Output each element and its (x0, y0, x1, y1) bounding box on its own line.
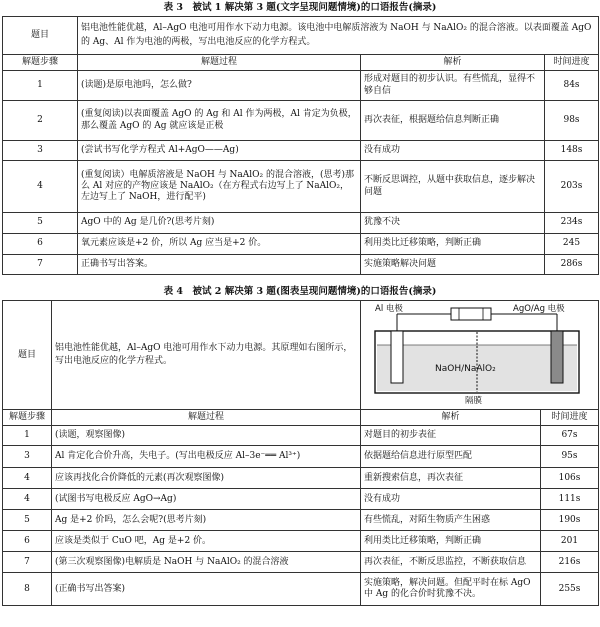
process-cell: (重复阅读)以表面覆盖 AgO 的 Ag 和 Al 作为两极，Al 肯定为负极，那么覆盖 AgO 的 Ag 就应该是正极 (78, 101, 361, 141)
step-cell: 6 (3, 234, 78, 255)
process-cell: 氧元素应该是+2 价，所以 Ag 应当是+2 价。 (78, 234, 361, 255)
label-membrane: 隔膜 (465, 396, 483, 405)
table-row (3, 213, 599, 234)
table4-header-time: 时间进度 (541, 410, 599, 426)
battery-diagram-cell (361, 301, 599, 410)
time-cell: 234s (545, 213, 599, 234)
analysis-cell: 没有成功 (361, 141, 545, 161)
time-cell: 203s (545, 161, 599, 213)
time-cell: 111s (541, 489, 599, 510)
time-cell: 216s (541, 552, 599, 573)
time-cell: 245 (545, 234, 599, 255)
analysis-cell: 对题目的初步表征 (361, 426, 541, 446)
step-cell: 7 (3, 255, 78, 275)
analysis-cell: 形成对题目的初步认识。有些慌乱，显得不够自信 (361, 71, 545, 101)
table-row (3, 573, 599, 606)
analysis-cell: 再次表征，不断反思监控，不断获取信息 (361, 552, 541, 573)
table3-header-step: 解题步骤 (3, 55, 78, 71)
time-cell: 84s (545, 71, 599, 101)
table4-header-process: 解题过程 (52, 410, 361, 426)
table-row (3, 71, 599, 101)
time-cell: 148s (545, 141, 599, 161)
time-cell: 95s (541, 446, 599, 468)
step-cell: 1 (3, 426, 52, 446)
analysis-cell: 依据题给信息进行原型匹配 (361, 446, 541, 468)
table3-topic-label: 题目 (3, 17, 78, 55)
analysis-cell: 实施策略解决问题 (361, 255, 545, 275)
time-cell: 106s (541, 468, 599, 489)
table4-topic-text: 铝电池性能优越，Al–AgO 电池可用作水下动力电源。其原理如右图所示，写出电池反应的化学方程式。 (52, 301, 361, 410)
step-cell: 6 (3, 531, 52, 552)
analysis-cell: 实施策略，解决问题。但配平时在标 AgO 中 Ag 的化合价时犹豫不决。 (361, 573, 541, 606)
table-row (3, 510, 599, 531)
process-cell: (正确书写出答案) (52, 573, 361, 606)
time-cell: 255s (541, 573, 599, 606)
table4-header-row (3, 410, 599, 426)
process-cell: (读题)是原电池吗，怎么做? (78, 71, 361, 101)
table4-topic-row (3, 301, 599, 410)
step-cell: 1 (3, 71, 78, 101)
table4 (2, 300, 599, 606)
al-electrode (391, 331, 403, 383)
process-cell: 应该是类似于 CuO 吧，Ag 是+2 价。 (52, 531, 361, 552)
process-cell: (重复阅读）电解质溶液是 NaOH 与 NaAlO₂ 的混合溶液，(思考)那么 Al 对应的产物应该是 NaAlO₂（在方程式右边写上了 NaAlO₂，左边写上了 NaOH，进行配平) (78, 161, 361, 213)
time-cell: 98s (545, 101, 599, 141)
table-row (3, 141, 599, 161)
table4-caption: 表 4 被试 2 解决第 3 题(图表呈现问题情境)的口语报告(摘录) (163, 286, 437, 297)
label-al-electrode: Al 电极 (375, 304, 403, 314)
process-cell: (读题，观察图像) (52, 426, 361, 446)
process-cell: AgO 中的 Ag 是几价?(思考片刻) (78, 213, 361, 234)
table-row (3, 426, 599, 446)
process-cell: (第三次观察图像)电解质是 NaOH 与 NaAlO₂ 的混合溶液 (52, 552, 361, 573)
step-cell: 4 (3, 489, 52, 510)
table4-header-step: 解题步骤 (3, 410, 52, 426)
step-cell: 4 (3, 161, 78, 213)
table3-caption: 表 3 被试 1 解决第 3 题(文字呈现问题情境)的口语报告(摘录) (163, 2, 437, 13)
table4-topic-label: 题目 (3, 301, 52, 410)
table-row (3, 552, 599, 573)
table3-header-analysis: 解析 (361, 55, 545, 71)
process-cell: 正确书写出答案。 (78, 255, 361, 275)
table-row (3, 531, 599, 552)
battery-diagram (361, 301, 595, 405)
analysis-cell: 利用类比迁移策略，判断正确 (361, 531, 541, 552)
time-cell: 201 (541, 531, 599, 552)
table3-topic-row (3, 17, 599, 55)
ago-ag-electrode (551, 331, 563, 383)
table3 (2, 16, 599, 275)
process-cell: 应该再找化合价降低的元素(再次观察图像) (52, 468, 361, 489)
table-row (3, 255, 599, 275)
time-cell: 67s (541, 426, 599, 446)
analysis-cell: 重新搜索信息，再次表征 (361, 468, 541, 489)
analysis-cell: 犹豫不决 (361, 213, 545, 234)
analysis-cell: 不断反思调控，从题中获取信息，逐步解决问题 (361, 161, 545, 213)
step-cell: 3 (3, 141, 78, 161)
table3-topic-text: 铝电池性能优越，Al–AgO 电池可用作水下动力电源。该电池中电解质溶液为 NaOH 与 NaAlO₂ 的混合溶液。以表面覆盖 AgO 的 Ag、Al 作为电池的两极，写出电池反应的化学方程式。 (78, 17, 599, 55)
table-row (3, 489, 599, 510)
step-cell: 7 (3, 552, 52, 573)
time-cell: 286s (545, 255, 599, 275)
process-cell: (尝试书写化学方程式 Al+AgO——Ag) (78, 141, 361, 161)
step-cell: 8 (3, 573, 52, 606)
label-ago-electrode: AgO/Ag 电极 (513, 304, 565, 314)
table-row (3, 101, 599, 141)
table-row (3, 468, 599, 489)
table4-header-analysis: 解析 (361, 410, 541, 426)
process-cell: (试图书写电极反应 AgO→Ag) (52, 489, 361, 510)
table-row (3, 234, 599, 255)
step-cell: 5 (3, 510, 52, 531)
load-resistor (451, 308, 491, 320)
label-solution: NaOH/NaAlO₂ (435, 364, 496, 374)
table-row (3, 446, 599, 468)
table3-header-row (3, 55, 599, 71)
analysis-cell: 利用类比迁移策略，判断正确 (361, 234, 545, 255)
process-cell: Ag 是+2 价吗，怎么会呢?(思考片刻) (52, 510, 361, 531)
table-row (3, 161, 599, 213)
step-cell: 5 (3, 213, 78, 234)
time-cell: 190s (541, 510, 599, 531)
analysis-cell: 没有成功 (361, 489, 541, 510)
step-cell: 2 (3, 101, 78, 141)
analysis-cell: 再次表征，根据题给信息判断正确 (361, 101, 545, 141)
table3-header-process: 解题过程 (78, 55, 361, 71)
step-cell: 4 (3, 468, 52, 489)
table3-header-time: 时间进度 (545, 55, 599, 71)
analysis-cell: 有些慌乱，对陌生物质产生困惑 (361, 510, 541, 531)
process-cell: Al 肯定化合价升高，失电子。(写出电极反应 Al–3e⁻══ Al³⁺) (52, 446, 361, 468)
step-cell: 3 (3, 446, 52, 468)
